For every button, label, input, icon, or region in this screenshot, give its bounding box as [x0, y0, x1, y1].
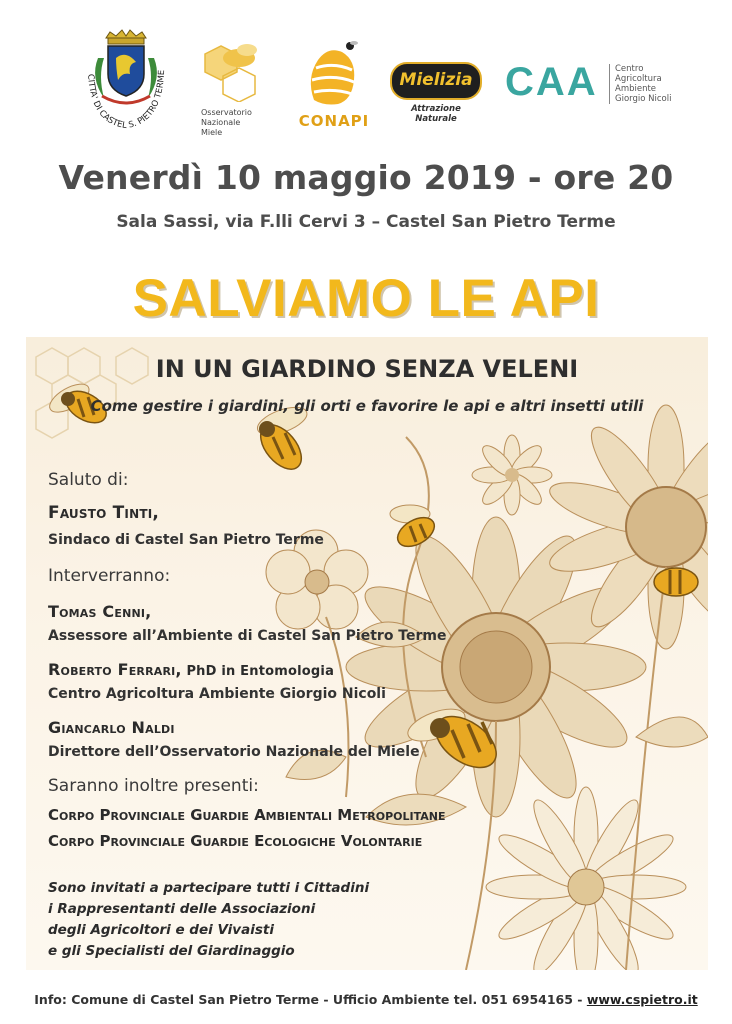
speaker-name: [48, 660, 334, 679]
osservatorio-line: Nazionale: [201, 118, 241, 127]
speaker-name: [48, 602, 151, 621]
flowers-and-bees-illustration: [26, 337, 708, 970]
also-present-label: Saranno inoltre presenti:: [48, 776, 259, 796]
speaker-extra: PhD in Entomologia: [181, 664, 335, 679]
illustration-panel: [26, 337, 708, 970]
caa-text: CAA: [505, 60, 598, 104]
caa-line: Agricoltura: [615, 74, 662, 84]
speaker-name-text: Giancarlo Naldi: [48, 718, 175, 737]
beehive-icon: [294, 38, 374, 110]
osservatorio-line: Miele: [201, 128, 223, 137]
city-crest-logo: [80, 28, 172, 132]
speakers-label: Interverranno:: [48, 566, 171, 586]
invitation-line: e gli Specialisti del Giardinaggio: [48, 943, 295, 959]
logo-bar: [0, 0, 732, 140]
speaker-role: Centro Agricoltura Ambiente Giorgio Nicoli: [48, 686, 386, 702]
caa-line: Centro: [615, 64, 644, 74]
invitation-line: Sono invitati a partecipare tutti i Cittadini: [48, 880, 370, 896]
daisy-bottom: [486, 787, 686, 970]
footer-text: Info: Comune di Castel San Pietro Terme - Ufficio Ambiente tel. 051 6954165 -: [34, 992, 587, 1007]
greeting-label: Saluto di:: [48, 470, 129, 490]
invitation-line: degli Agricoltori e dei Vivaisti: [48, 922, 274, 938]
greeter-name: Fausto Tinti,: [48, 503, 160, 523]
caa-line: Giorgio Nicoli: [615, 94, 672, 104]
osservatorio-logo: [193, 40, 273, 140]
event-date: Venerdì 10 maggio 2019 - ore 20: [58, 158, 674, 197]
speaker-name-text: Tomas Cenni,: [48, 602, 152, 621]
main-title: SALVIAMO LE API: [132, 269, 600, 328]
subtitle: IN UN GIARDINO SENZA VELENI: [155, 355, 579, 383]
flower-top: [472, 435, 552, 515]
greeter-role: Sindaco di Castel San Pietro Terme: [48, 532, 324, 548]
honeycomb-icon: [193, 40, 273, 102]
footer-info: [0, 992, 732, 1007]
mielizia-logo: [390, 62, 486, 122]
conapi-logo: [294, 38, 374, 134]
speaker-role: Assessore all’Ambiente di Castel San Pietro Terme: [48, 628, 447, 644]
tagline: Come gestire i giardini, gli orti e favorire le api e altri insetti utili: [90, 397, 644, 415]
mielizia-text: Mielizia: [399, 70, 473, 90]
mielizia-tagline: Attrazione Naturale: [411, 104, 461, 124]
caa-logo: [505, 60, 685, 110]
osservatorio-line: Osservatorio: [201, 108, 252, 117]
city-crest-text: CITTA' DI CASTEL S. PIETRO TERME: [85, 69, 168, 132]
speaker-name-text: Roberto Ferrari,: [48, 660, 182, 679]
speaker-name: [48, 718, 175, 737]
invitation-line: i Rappresentanti delle Associazioni: [48, 901, 316, 917]
event-venue: Sala Sassi, via F.lli Cervi 3 – Castel San Pietro Terme: [116, 212, 616, 232]
caa-line: Ambiente: [615, 84, 657, 94]
website-link[interactable]: www.cspietro.it: [586, 992, 698, 1007]
bee-icon-4: [654, 568, 698, 596]
speaker-role: Direttore dell’Osservatorio Nazionale del Miele: [48, 744, 420, 760]
corps-item: Corpo Provinciale Guardie Ambientali Metropolitane: [48, 806, 446, 824]
conapi-text: CONAPI: [298, 112, 370, 130]
corps-item: Corpo Provinciale Guardie Ecologiche Volontarie: [48, 832, 423, 850]
